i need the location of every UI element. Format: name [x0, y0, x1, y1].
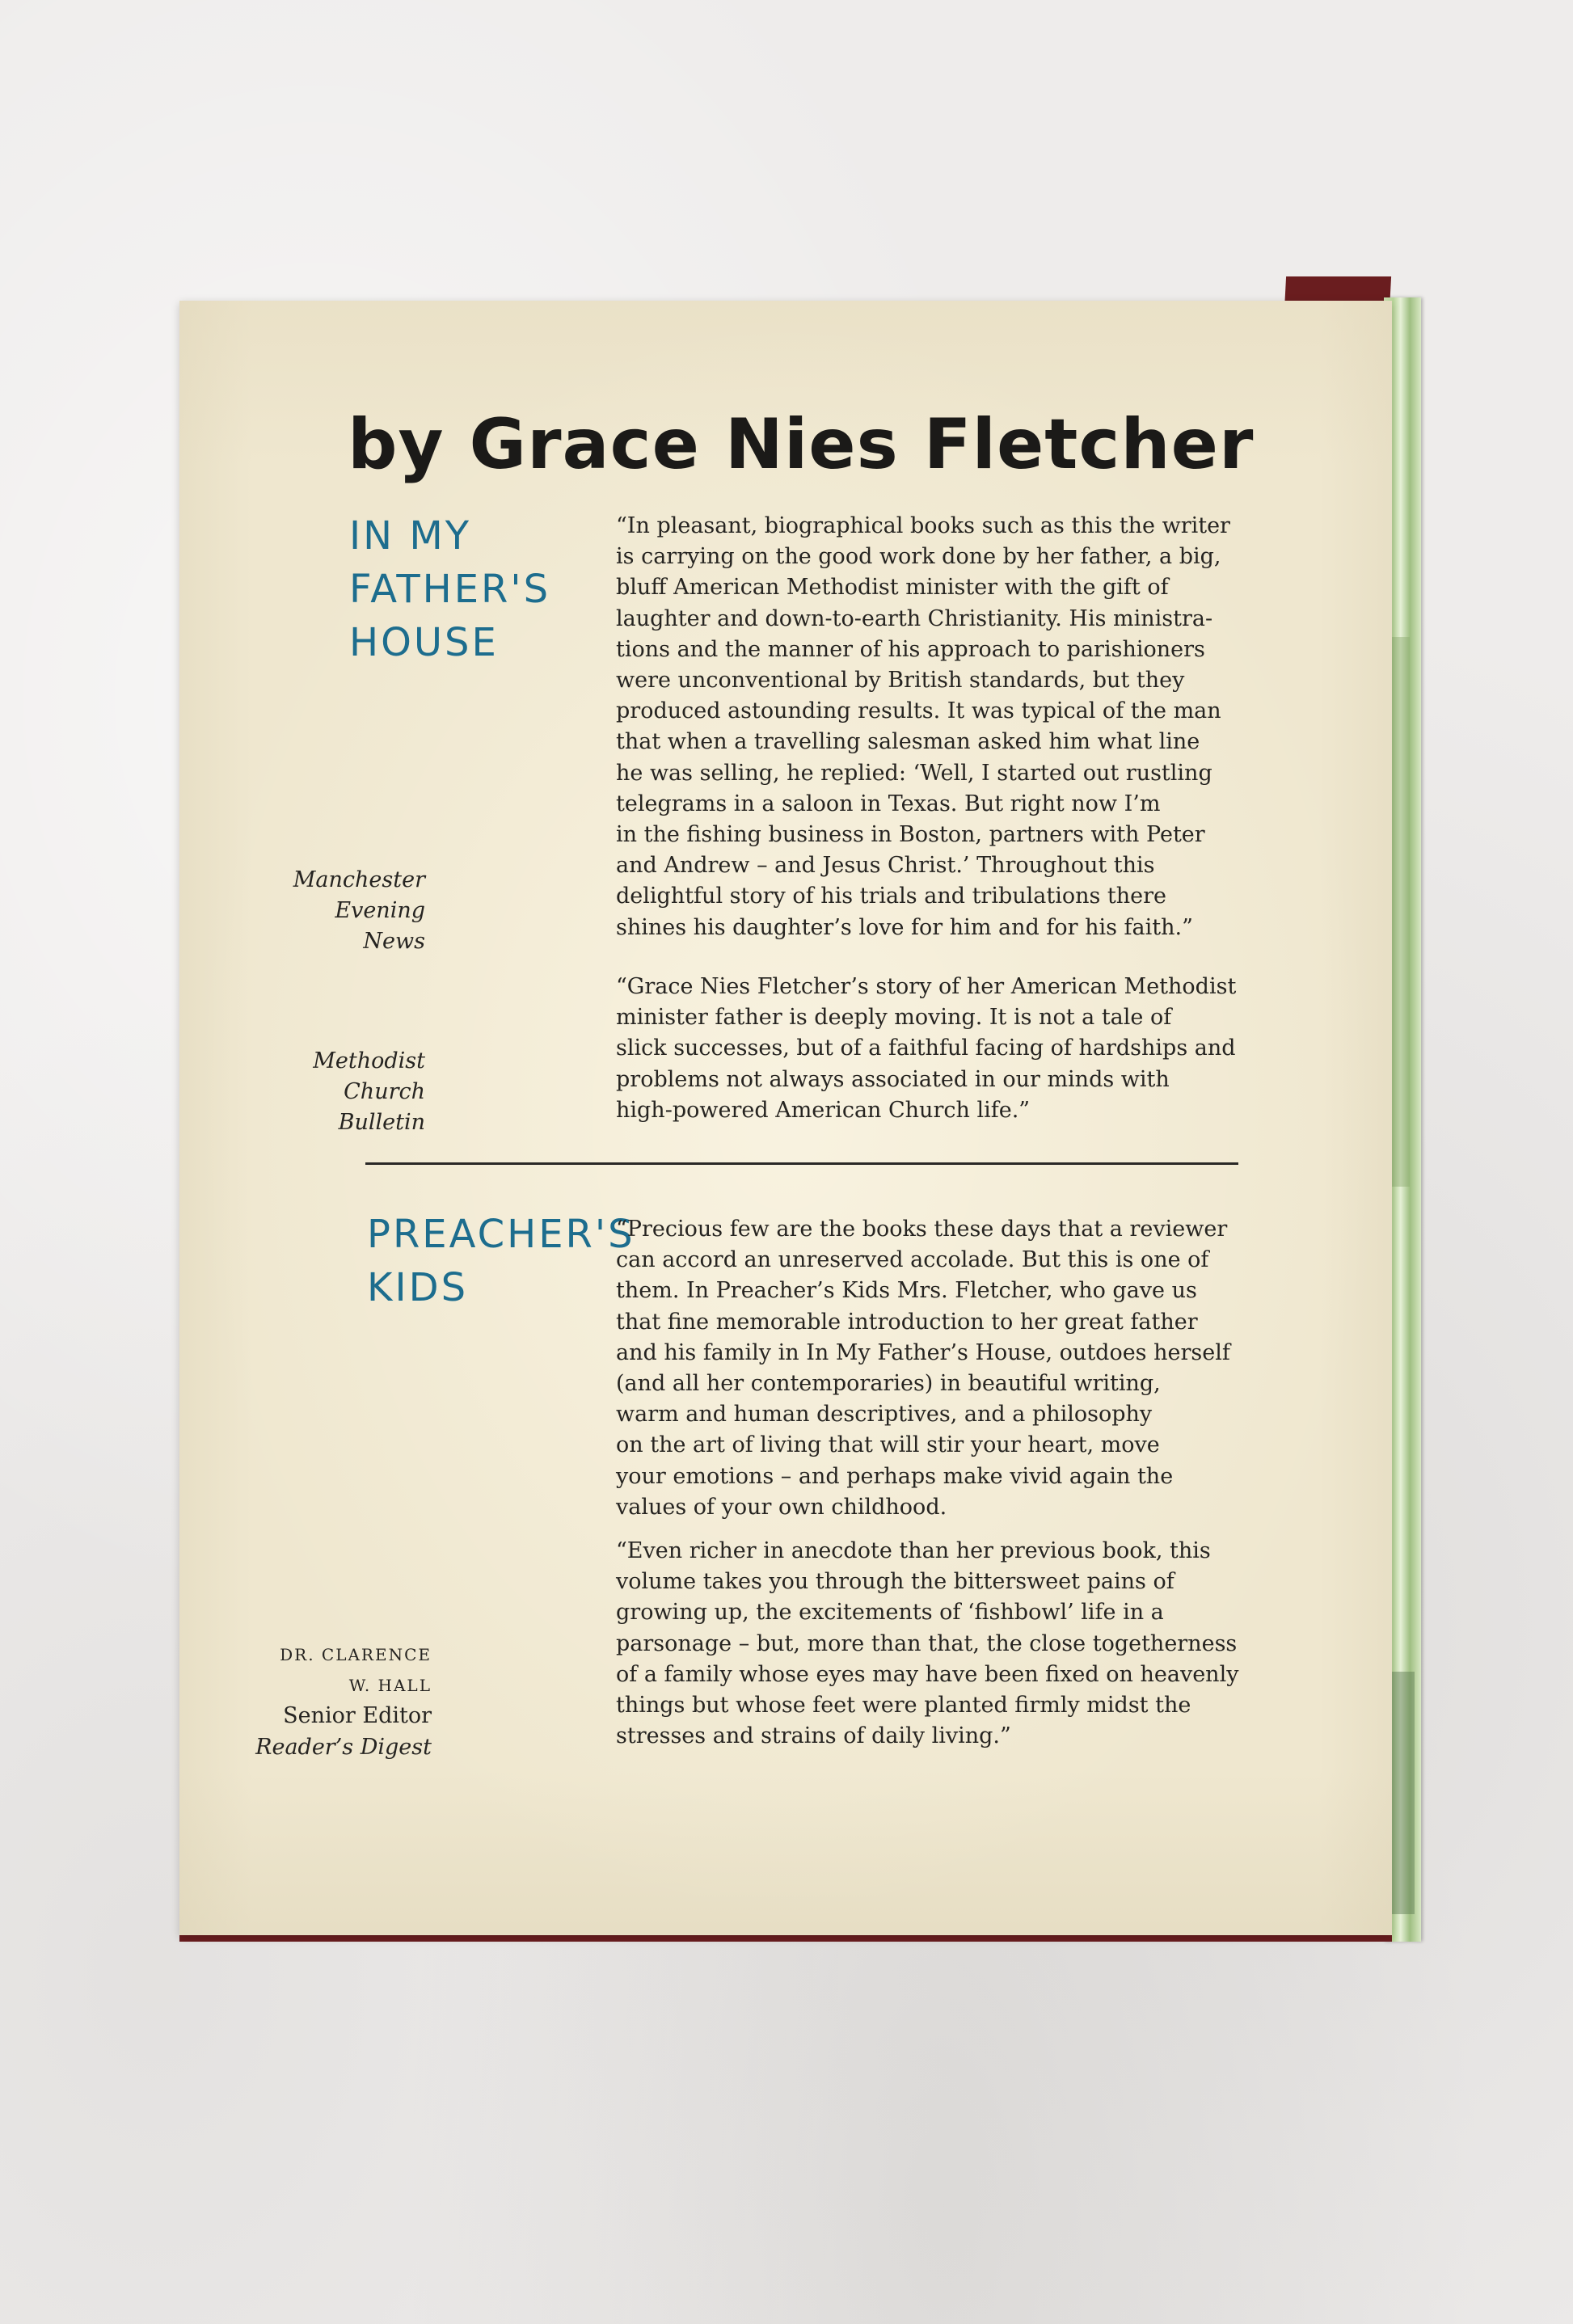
quote-line: and Andrew – and Jesus Christ.’ Throughout this: [616, 853, 1155, 879]
quote-line: problems not always associated in our minds with: [616, 1066, 1170, 1092]
attribution-line: News: [363, 929, 425, 955]
title-line: KIDS: [367, 1265, 469, 1310]
quote-line: produced astounding results. It was typical of the man: [616, 698, 1221, 724]
review-attribution-manchester: [293, 865, 425, 958]
attribution-line: Senior Editor: [283, 1703, 432, 1729]
title-line: PREACHER'S: [367, 1212, 635, 1257]
quote-line: telegrams in a saloon in Texas. But right now I’m: [616, 791, 1161, 816]
quote-line: delightful story of his trials and tribulations there: [616, 884, 1167, 909]
quote-line: stresses and strains of daily living.”: [616, 1723, 1011, 1749]
quote-line: that fine memorable introduction to her great father: [616, 1309, 1198, 1335]
quote-line: can accord an unreserved accolade. But this is one of: [616, 1247, 1209, 1273]
review-quote-methodist: [616, 972, 1263, 1126]
quote-line: high-powered American Church life.”: [616, 1097, 1031, 1123]
section-divider: [365, 1162, 1238, 1165]
attribution-line: Evening: [335, 898, 425, 924]
quote-line: values of your own childhood.: [616, 1494, 947, 1520]
quote-line: were unconventional by British standards, but they: [616, 668, 1185, 694]
title-line: HOUSE: [349, 620, 499, 665]
attribution-line: W. HALL: [348, 1676, 432, 1696]
book-title-preachers-kids: [367, 1208, 635, 1314]
book-back-cover: [179, 301, 1392, 1935]
spine-illustration: [1390, 637, 1410, 1187]
quote-line: things but whose feet were planted firmly midst the: [616, 1693, 1191, 1719]
quote-line: he was selling, he replied: ‘Well, I started out rustling: [616, 760, 1212, 786]
review-attribution-methodist: [313, 1046, 425, 1139]
quote-line: volume takes you through the bittersweet pains of: [616, 1569, 1174, 1595]
book-title-in-my-fathers-house: [349, 509, 592, 669]
quote-line: minister father is deeply moving. It is not a tale of: [616, 1005, 1172, 1031]
attribution-line: Church: [344, 1079, 425, 1105]
attribution-line: Methodist: [313, 1048, 425, 1073]
quote-line: them. In Preacher’s Kids Mrs. Fletcher, who gave us: [616, 1278, 1197, 1304]
quote-line: and his family in In My Father’s House, outdoes herself: [616, 1339, 1230, 1365]
quote-line: “Grace Nies Fletcher’s story of her American Methodist: [616, 974, 1237, 999]
quote-line: of a family whose eyes may have been fixed on heavenly: [616, 1661, 1239, 1687]
title-line: FATHER'S: [349, 567, 551, 612]
quote-line: parsonage – but, more than that, the close togetherness: [616, 1630, 1238, 1656]
quote-line: warm and human descriptives, and a philosophy: [616, 1402, 1153, 1428]
quote-line: “Even richer in anecdote than her previous book, this: [616, 1538, 1211, 1563]
quote-line: is carrying on the good work done by her father, a big,: [616, 544, 1221, 570]
author-heading: by Grace Nies Fletcher: [348, 404, 1255, 485]
quote-line: “In pleasant, biographical books such as this the writer: [616, 513, 1230, 538]
review-attribution-readers-digest: [255, 1639, 432, 1763]
quote-line: “Precious few are the books these days that a reviewer: [616, 1217, 1228, 1242]
title-line: IN MY: [349, 513, 472, 559]
quote-line: your emotions – and perhaps make vivid again the: [616, 1463, 1174, 1489]
attribution-line: Reader’s Digest: [255, 1734, 432, 1760]
attribution-line: Bulletin: [338, 1110, 425, 1136]
quote-line: bluff American Methodist minister with the gift of: [616, 575, 1169, 601]
quote-line: on the art of living that will stir your heart, move: [616, 1432, 1160, 1458]
quote-line: that when a travelling salesman asked him what line: [616, 729, 1200, 755]
attribution-line: Manchester: [293, 867, 425, 892]
quote-line: (and all her contemporaries) in beautiful writing,: [616, 1371, 1161, 1397]
quote-line: slick successes, but of a faithful facing of hardships and: [616, 1035, 1236, 1061]
review-quote-preachers-kids-1: [616, 1214, 1263, 1523]
quote-line: laughter and down-to-earth Christianity. His ministra-: [616, 605, 1213, 631]
quote-line: in the fishing business in Boston, partners with Peter: [616, 822, 1205, 848]
quote-line: shines his daughter’s love for him and for his faith.”: [616, 914, 1193, 940]
review-quote-preachers-kids-2: [616, 1536, 1263, 1752]
attribution-line: DR. CLARENCE: [280, 1645, 432, 1664]
quote-line: tions and the manner of his approach to parishioners: [616, 636, 1205, 662]
review-quote-manchester: [616, 511, 1263, 943]
quote-line: growing up, the excitements of ‘fishbowl’ life in a: [616, 1600, 1164, 1626]
